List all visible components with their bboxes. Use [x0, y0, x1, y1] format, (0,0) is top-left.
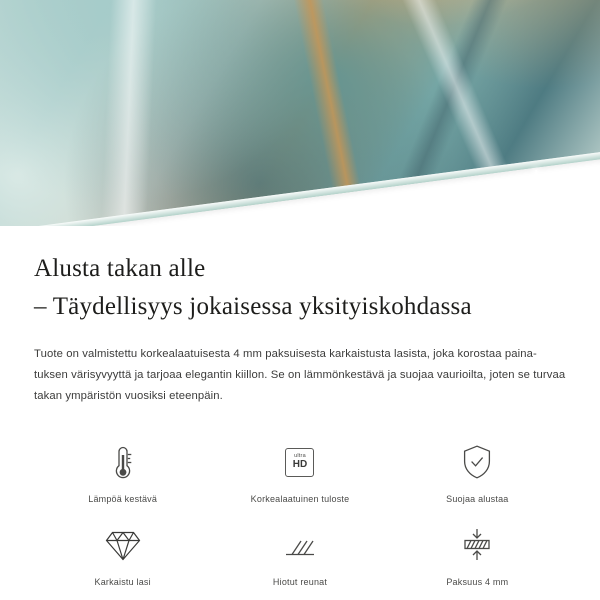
feature-item-print-quality: [211, 433, 388, 508]
feature-item-surface-protection: [389, 433, 566, 508]
ultra-hd-badge-bottom: HD: [292, 459, 308, 471]
diamond-icon: [104, 522, 142, 568]
feature-label: Karkaistu lasi: [94, 577, 151, 587]
feature-label: Suojaa alustaa: [446, 494, 509, 504]
feature-label: Hiotut reunat: [272, 577, 328, 587]
shield-check-icon: [460, 439, 494, 485]
feature-item-tempered-glass: [34, 516, 211, 591]
page-title-line-2: – Täydellisyys jokaisessa yksityiskohdassa: [34, 293, 472, 320]
feature-grid: [34, 433, 566, 591]
page-title: [34, 226, 566, 326]
content-area: [0, 226, 600, 591]
feature-item-polished-edges: [211, 516, 388, 591]
thickness-arrows-icon: [460, 522, 494, 568]
ultra-hd-badge-top: ultra: [294, 452, 306, 459]
page-title-line-1: Alusta takan alle: [34, 255, 206, 282]
feature-item-thickness: [389, 516, 566, 591]
feature-label: Korkealaatuinen tuloste: [250, 494, 350, 504]
sparkle-icon: [548, 186, 566, 204]
feature-label: Lämpöä kestävä: [88, 494, 158, 504]
thermometer-icon: [108, 439, 138, 485]
marble-veins: [0, 0, 600, 226]
description-paragraph: Tuote on valmistettu korkealaatuisesta 4 mm paksuisesta karkaistusta lasista, joka korostaa paina-tuksen värisyvyyttä ja tarjoaa elegantin kiillon. Se on lämmönkestävä ja suojaa vaurioilta, joten se turvaa takan ympäristön vuosiksi eteenpäin.: [34, 348, 566, 402]
sparkle-icon: [521, 170, 551, 200]
feature-label: Paksuus 4 mm: [446, 577, 509, 587]
hero-image: [0, 0, 600, 226]
polished-edges-icon: [282, 522, 318, 568]
ultra-hd-icon: [285, 439, 314, 485]
sparkle-icon: [536, 200, 548, 212]
feature-item-heat-resistant: [34, 433, 211, 508]
hero-image-inner: [0, 0, 600, 226]
marble-glass-panel: [0, 0, 600, 226]
